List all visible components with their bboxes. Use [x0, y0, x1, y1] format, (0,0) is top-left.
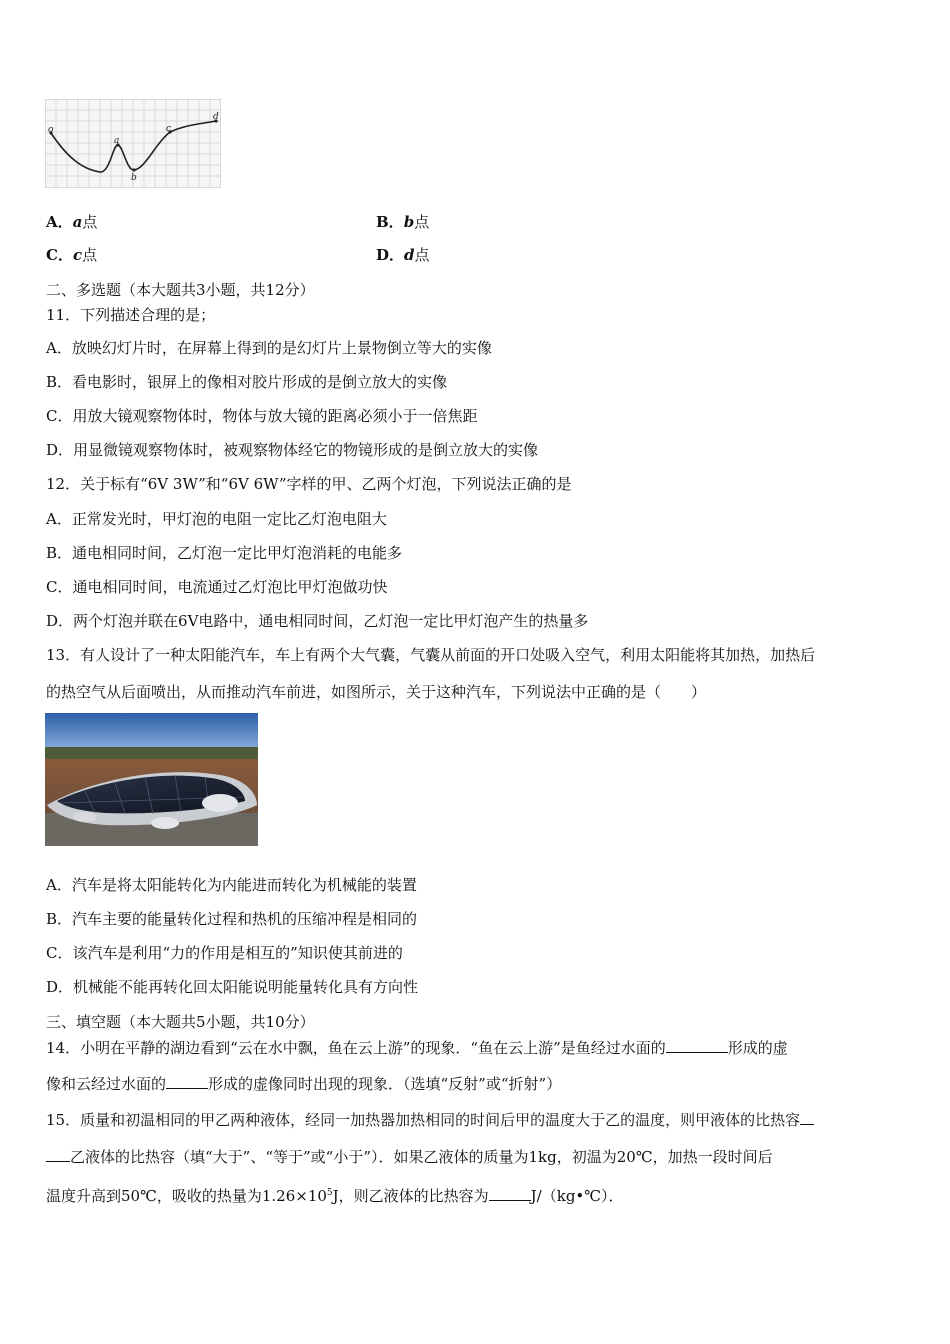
q15-blank-2[interactable] [489, 1185, 531, 1201]
q13-option-a: A．汽车是将太阳能转化为内能进而转化为机械能的装置 [46, 876, 417, 894]
q14-line-2: 像和云经过水面的 形成的虚像同时出现的现象．（选填“反射”或“折射”） [46, 1075, 562, 1093]
q13-option-b: B．汽车主要的能量转化过程和热机的压缩冲程是相同的 [46, 910, 418, 928]
q15-line-3: 温度升高到50℃，吸收的热量为$1.26\times 10^5J$，则乙液体的比热容为 J/（kg•℃）． [46, 1187, 624, 1205]
point-label-b: b [131, 173, 137, 183]
q12-option-d: D．两个灯泡并联在6V电路中，通电相同时间，乙灯泡一定比甲灯泡产生的热量多 [46, 612, 589, 630]
q15-line-1: 15．质量和初温相同的甲乙两种液体，经同一加热器加热相同的时间后甲的温度大于乙的温度，则甲液体的比热容 [46, 1109, 814, 1130]
q15-line-2: 乙液体的比热容（填“大于”、“等于”或“小于”）．如果乙液体的质量为1kg，初温为20℃，加热一段时间后 [46, 1146, 773, 1167]
q11-stem: 11．下列描述合理的是； [46, 306, 216, 324]
solar-car-photo [45, 713, 258, 846]
q10-option-b: B．b点 [376, 213, 430, 231]
q13-stem-line-2: 的热空气从后面喷出，从而推动汽车前进，如图所示，关于这种汽车，下列说法中正确的是（ ） [46, 683, 707, 701]
q14-blank-1[interactable] [666, 1037, 728, 1053]
q13-option-d: D．机械能不能再转化回太阳能说明能量转化具有方向性 [46, 978, 419, 996]
q13-stem-line-1: 13．有人设计了一种太阳能汽车，车上有两个大气囊，气囊从前面的开口处吸入空气，利用太阳能将其加热，加热后 [46, 646, 816, 664]
q15-blank-1b[interactable] [46, 1146, 70, 1162]
q12-option-b: B．通电相同时间，乙灯泡一定比甲灯泡消耗的电能多 [46, 544, 403, 562]
q11-option-c: C．用放大镜观察物体时，物体与放大镜的距离必须小于一倍焦距 [46, 407, 478, 425]
q13-option-c: C．该汽车是利用“力的作用是相互的”知识使其前进的 [46, 944, 403, 962]
q12-option-c: C．通电相同时间，电流通过乙灯泡比甲灯泡做功快 [46, 578, 388, 596]
q11-option-a: A．放映幻灯片时，在屏幕上得到的是幻灯片上景物倒立等大的实像 [46, 339, 492, 357]
q10-option-c: C．c点 [46, 246, 98, 264]
q14-line-1: 14．小明在平静的湖边看到“云在水中飘，鱼在云上游”的现象．“鱼在云上游”是鱼经过水面的 形成的虚 [46, 1039, 788, 1057]
q12-option-a: A．正常发光时，甲灯泡的电阻一定比乙灯泡电阻大 [46, 510, 387, 528]
point-label-c: c [166, 124, 172, 134]
point-label-a: a [114, 136, 120, 146]
q11-option-d: D．用显微镜观察物体时，被观察物体经它的物镜形成的是倒立放大的实像 [46, 441, 539, 459]
point-label-o: o [48, 125, 54, 135]
q14-blank-2[interactable] [166, 1073, 208, 1089]
q15-blank-1a[interactable] [800, 1109, 814, 1125]
section-3-heading: 三、填空题（本大题共5小题，共10分） [46, 1013, 315, 1031]
section-2-heading: 二、多选题（本大题共3小题，共12分） [46, 281, 315, 299]
point-label-d: d [213, 112, 219, 122]
q12-stem: 12．关于标有“6V 3W”和“6V 6W”字样的甲、乙两个灯泡，下列说法正确的是 [46, 475, 572, 493]
q11-option-b: B．看电影时，银屏上的像相对胶片形成的是倒立放大的实像 [46, 373, 448, 391]
q10-option-d: D．d点 [376, 246, 430, 264]
curve-graph-figure [45, 99, 221, 188]
q10-option-a: A．a点 [46, 213, 98, 231]
